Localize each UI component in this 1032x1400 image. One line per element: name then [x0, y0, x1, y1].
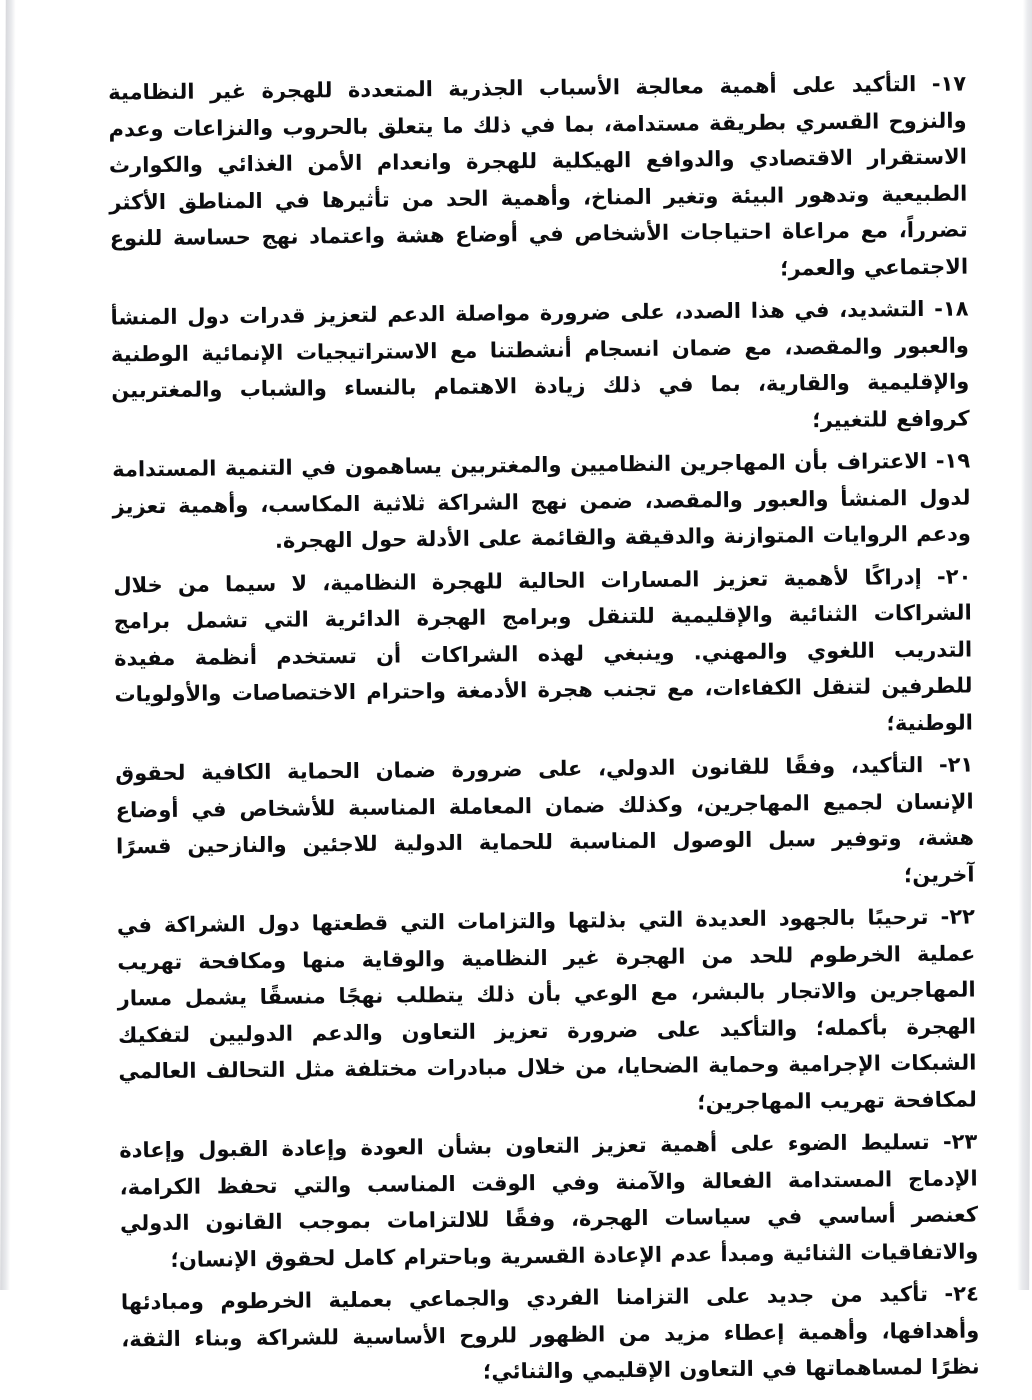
paragraph-19: ١٩- الاعتراف بأن المهاجرين النظاميين والمغتربين يساهمون في التنمية المستدامة لدول المنشأ والعبور والمقصد، ضمن نهج الشراكة ثلاثية المكاسب، وأهمية تعزيز ودعم الروايات المتوازنة والدقيقة والقائمة على الأدلة حول الهجرة.	[112, 448, 972, 553]
paragraph-17: ١٧- التأكيد على أهمية معالجة الأسباب الجذرية المتعددة للهجرة غير النظامية والنزوح القسري بطريقة مستدامة، بما في ذلك ما يتعلق بالحروب والنزاعات وعدم الاستقرار الاقتصادي والدوافع الهيكلية للهجرة وانعدام الأمن الغذائي والكوارث الطبيعية وتدهور البيئة وتغير المناخ، وأهمية الحد من تأثيرها في المناطق الأكثر تضرراً، مع مراعاة احتياجات الأشخاص في أوضاع هشة واعتماد نهج حساسة للنوع الاجتماعي والعمر؛	[108, 71, 969, 280]
paragraph-22: ٢٢- ترحيبًا بالجهود العديدة التي بذلتها والتزامات التي قطعتها دول الشراكة في عملية الخرطوم للحد من الهجرة غير النظامية والوقاية منها ومكافحة تهريب المهاجرين والاتجار بالبشر، مع الوعي بأن ذلك يتطلب نهجًا منسقًا يشمل مسار الهجرة بأكمله؛ والتأكيد على ضرورة تعزيز التعاون والدعم الدوليين لتفكيك الشبكات الإجرامية وحماية الضحايا، من خلال مبادرات مختلفة مثل التحالف العالمي لمكافحة تهريب المهاجرين؛	[116, 904, 977, 1114]
page-right-edge	[1017, 0, 1032, 1290]
page-left-edge	[0, 0, 16, 1290]
paragraph-18: ١٨- التشديد، في هذا الصدد، على ضرورة مواصلة الدعم لتعزيز قدرات دول المنشأ والعبور والمقصد، مع ضمان انسجام أنشطتنا مع الاستراتيجيات الإنمائية الوطنية والإقليمية والقارية، بما في ذلك زيادة الاهتمام بالنساء والشباب والمغتربين كروافع للتغيير؛	[110, 296, 970, 432]
paragraph-24: ٢٤- تأكيد من جديد على التزامنا الفردي والجماعي بعملية الخرطوم ومبادئها وأهدافها، وأهمية إعطاء مزيد من الظهور للروح الأساسية للشراكة وبناء الثقة، نظرًا لمساهماتها في التعاون الإقليمي والثنائي؛	[120, 1281, 980, 1384]
document-body	[108, 66, 980, 1400]
scanned-document-page	[3, 0, 1032, 1384]
paragraph-23: ٢٣- تسليط الضوء على أهمية تعزيز التعاون بشأن العودة وإعادة القبول وإعادة الإدماج المستدامة الفعالة والآمنة وفي الوقت المناسب والتي تحفظ الكرامة، كعنصر أساسي في سياسات الهجرة، وفقًا للالتزامات بموجب القانون الدولي والاتفاقيات الثنائية ومبدأ عدم الإعادة القسرية وباحترام كامل لحقوق الإنسان؛	[119, 1129, 979, 1272]
paragraph-20: ٢٠- إدراكًا لأهمية تعزيز المسارات الحالية للهجرة النظامية، لا سيما من خلال الشراكات الثنائية والإقليمية للتنقل وبرامج الهجرة الدائرية التي تشمل برامج التدريب اللغوي والمهني. وينبغي لهذه الشراكات أن تستخدم أنظمة مفيدة للطرفين لتنقل الكفاءات، مع تجنب هجرة الأدمغة واحترام الاختصاصات والأولويات الوطنية؛	[113, 563, 973, 735]
paragraph-21: ٢١- التأكيد، وفقًا للقانون الدولي، على ضرورة ضمان الحماية الكافية لحقوق الإنسان لجميع المهاجرين، وكذلك ضمان المعاملة المناسبة للأشخاص في أوضاع هشة، وتوفير سبل الوصول المناسبة للحماية الدولية للاجئين والنازحين قسرًا آخرين؛	[115, 752, 975, 887]
